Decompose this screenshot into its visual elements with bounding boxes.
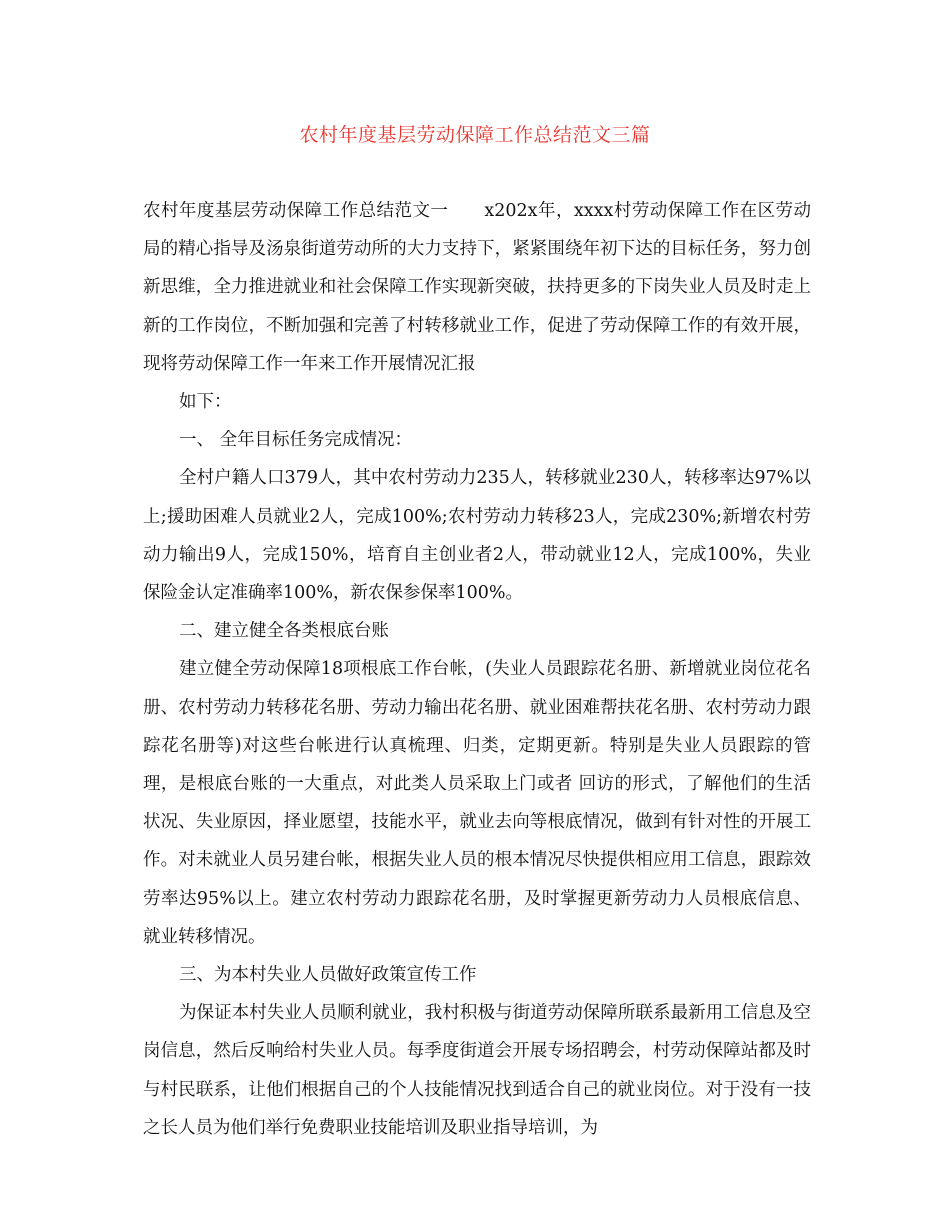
- intro-paragraph: [143, 192, 811, 383]
- section1-body: 全村户籍人口379人，其中农村劳动力235人，转移就业230人，转移率达97%以上;援助困难人员就业2人，完成100%;农村劳动力转移23人，完成230%;新增农村劳动力输出9人，完成150%，培育自主创业者2人，带动就业12人，完成100%，失业保险金认定准确率100%，新农保参保率100%。: [143, 468, 811, 604]
- intro-lead: 农村年度基层劳动保障工作总结范文一: [143, 201, 449, 221]
- document-title: 农村年度基层劳动保障工作总结范文三篇: [299, 124, 651, 146]
- as-follows: 如下：: [179, 392, 232, 413]
- section1-heading: 一、 全年目标任务完成情况：: [179, 430, 413, 451]
- section3-heading: 三、为本村失业人员做好政策宣传工作: [179, 965, 477, 986]
- section3-body: 为保证本村失业人员顺利就业，我村积极与街道劳动保障所联系最新用工信息及空岗信息，然后反响给村失业人员。每季度街道会开展专场招聘会，村劳动保障站都及时与村民联系，让他们根据自己的个人技能情况找到适合自己的就业岗位。对于没有一技之长人员为他们举行免费职业技能培训及职业指导培训，为: [143, 1003, 811, 1138]
- section2-body: 建立健全劳动保障18项根底工作台帐，(失业人员跟踪花名册、新增就业岗位花名册、农村劳动力转移花名册、劳动力输出花名册、就业困难帮扶花名册、农村劳动力跟踪花名册等)对这些台帐进行认真梳理、归类，定期更新。特别是失业人员跟踪的管理，是根底台账的一大重点，对此类人员采取上门或者 回访的形式，了解他们的生活状况、失业原因，择业愿望，技能水平，就业去向等根底情况，做到有针对性的开展工作。对未就业人员另建台帐，根据失业人员的根本情况尽快提供相应用工信息，跟踪效劳率达95%以上。建立农村劳动力跟踪花名册，及时掌握更新劳动力人员根底信息、就业转移情况。: [143, 659, 811, 947]
- document-body: [143, 192, 811, 1147]
- intro-text: x202x年，xxxx村劳动保障工作在区劳动局的精心指导及汤泉街道劳动所的大力支持下，紧紧围绕年初下达的目标任务，努力创新思维，全力推进就业和社会保障工作实现新突破，扶持更多的下岗失业人员及时走上新的工作岗位，不断加强和完善了村转移就业工作，促进了劳动保障工作的有效开展，现将劳动保障工作一年来工作开展情况汇报: [143, 201, 812, 374]
- section2-heading: 二、建立健全各类根底台账: [179, 621, 389, 642]
